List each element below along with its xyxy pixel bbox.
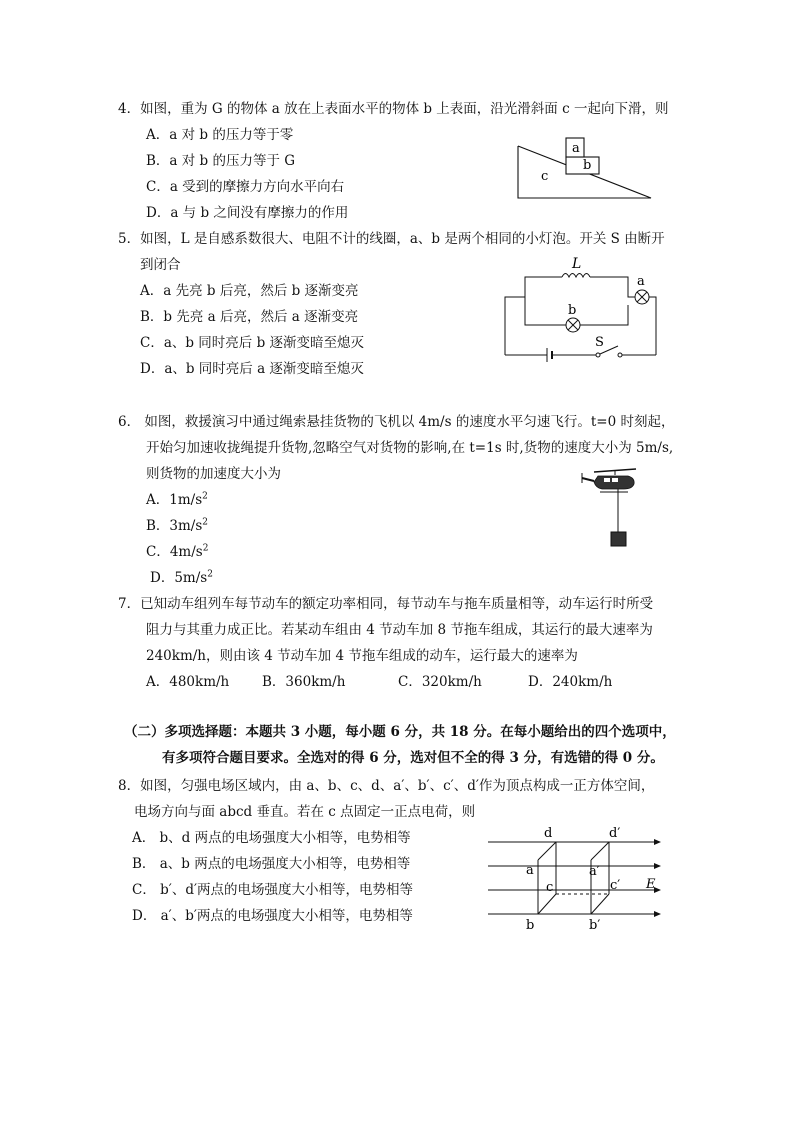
q7-option-d: D．240km/h — [528, 674, 613, 690]
q5-stem-2: 到闭合 — [140, 257, 181, 273]
q8-label-b: b — [526, 918, 535, 933]
q6-stem-2: 开始匀加速收拢绳提升货物,忽略空气对货物的影响,在 t=1s 时,货物的速度大小为 5m/s, — [146, 440, 674, 456]
q4-label-c: c — [541, 169, 549, 184]
q5-circuit-figure — [500, 252, 660, 360]
q5-option-c: C．a、b 同时亮后 b 逐渐变暗至熄灭 — [140, 335, 365, 351]
q7-stem-3: 240km/h，则由该 4 节动车加 4 节拖车组成的动车，运行最大的速率为 — [146, 648, 578, 664]
q8-stem-2: 电场方向与面 abcd 垂直。若在 c 点固定一正点电荷，则 — [134, 804, 476, 820]
q8-label-c-prime: c′ — [610, 878, 621, 893]
q8-option-a: A． b、d 两点的电场强度大小相等，电势相等 — [132, 830, 411, 846]
q6-stem-1: 6． 如图，救援演习中通过绳索悬挂货物的飞机以 4m/s 的速度水平匀速飞行。t=0 时刻起， — [118, 414, 675, 430]
q4-stem: 4．如图，重为 G 的物体 a 放在上表面水平的物体 b 上表面，沿光滑斜面 c 一起向下滑，则 — [118, 101, 669, 117]
q4-label-b: b — [583, 158, 592, 173]
q5-stem-1: 5．如图，L 是自感系数很大、电阻不计的线圈，a、b 是两个相同的小灯泡。开关 S 由断开 — [118, 231, 665, 247]
q7-option-b: B．360km/h — [262, 674, 346, 690]
q6-stem-3: 则货物的加速度大小为 — [146, 466, 281, 482]
q7-stem-1: 7．已知动车组列车每节动车的额定功率相同，每节动车与拖车质量相等，动车运行时所受 — [118, 596, 654, 612]
q5-option-a: A．a 先亮 b 后亮，然后 b 逐渐变亮 — [140, 283, 359, 299]
q8-option-b: B． a、b 两点的电场强度大小相等，电势相等 — [132, 856, 411, 872]
q4-option-d: D．a 与 b 之间没有摩擦力的作用 — [146, 205, 349, 221]
q6-option-a: A．$1m/s^2$ — [146, 491, 208, 508]
q6-option-c: C．$4m/s^2$ — [146, 543, 209, 560]
q8-label-a: a — [526, 863, 534, 878]
q4-option-c: C．a 受到的摩擦力方向水平向右 — [146, 179, 345, 195]
q5-label-b: b — [568, 303, 577, 318]
q8-option-c: C． b′、d′两点的电场强度大小相等，电势相等 — [132, 882, 414, 898]
q4-incline-figure — [515, 130, 655, 202]
q4-label-a: a — [572, 141, 580, 156]
q5-label-s: S — [595, 335, 604, 350]
q8-label-a-prime: a′ — [589, 864, 600, 879]
q4-option-a: A．a 对 b 的压力等于零 — [146, 127, 294, 143]
q4-option-b: B．a 对 b 的压力等于 G — [146, 153, 296, 169]
q5-label-a: a — [637, 274, 645, 289]
q7-option-a: A．480km/h — [146, 674, 230, 690]
q6-option-b: B．$3m/s^2$ — [146, 517, 209, 534]
q8-option-d: D． a′、b′两点的电场强度大小相等，电势相等 — [132, 908, 413, 924]
q5-option-b: B．b 先亮 a 后亮，然后 a 逐渐变亮 — [140, 309, 359, 325]
q7-stem-2: 阻力与其重力成正比。若某动车组由 4 节动车加 8 节拖车组成，其运行的最大速率为 — [146, 622, 653, 638]
q6-option-d: D．$5m/s^2$ — [150, 569, 213, 586]
q8-label-d-prime: d′ — [609, 826, 621, 841]
q5-option-d: D．a、b 同时亮后 a 逐渐变暗至熄灭 — [140, 361, 364, 377]
q5-label-l: L — [572, 256, 582, 272]
q8-cube-field-figure — [488, 822, 668, 934]
section2-heading-line-1: （二）多项选择题：本题共 3 小题，每小题 6 分，共 18 分。在每小题给出的四个选项中， — [124, 724, 676, 740]
q7-option-c: C．320km/h — [398, 674, 482, 690]
q8-stem-1: 8．如图，匀强电场区域内，由 a、b、c、d、a′、b′、c′、d′作为顶点构成一正方体空间， — [118, 778, 655, 794]
section2-heading-line-2: 有多项符合题目要求。全选对的得 6 分，选对但不全的得 3 分，有选错的得 0 分。 — [162, 750, 664, 766]
q6-helicopter-figure — [580, 466, 650, 550]
q8-label-b-prime: b′ — [589, 918, 601, 933]
q8-label-d: d — [544, 826, 553, 841]
q8-label-e: E — [646, 877, 656, 892]
q8-label-c: c — [546, 880, 554, 895]
